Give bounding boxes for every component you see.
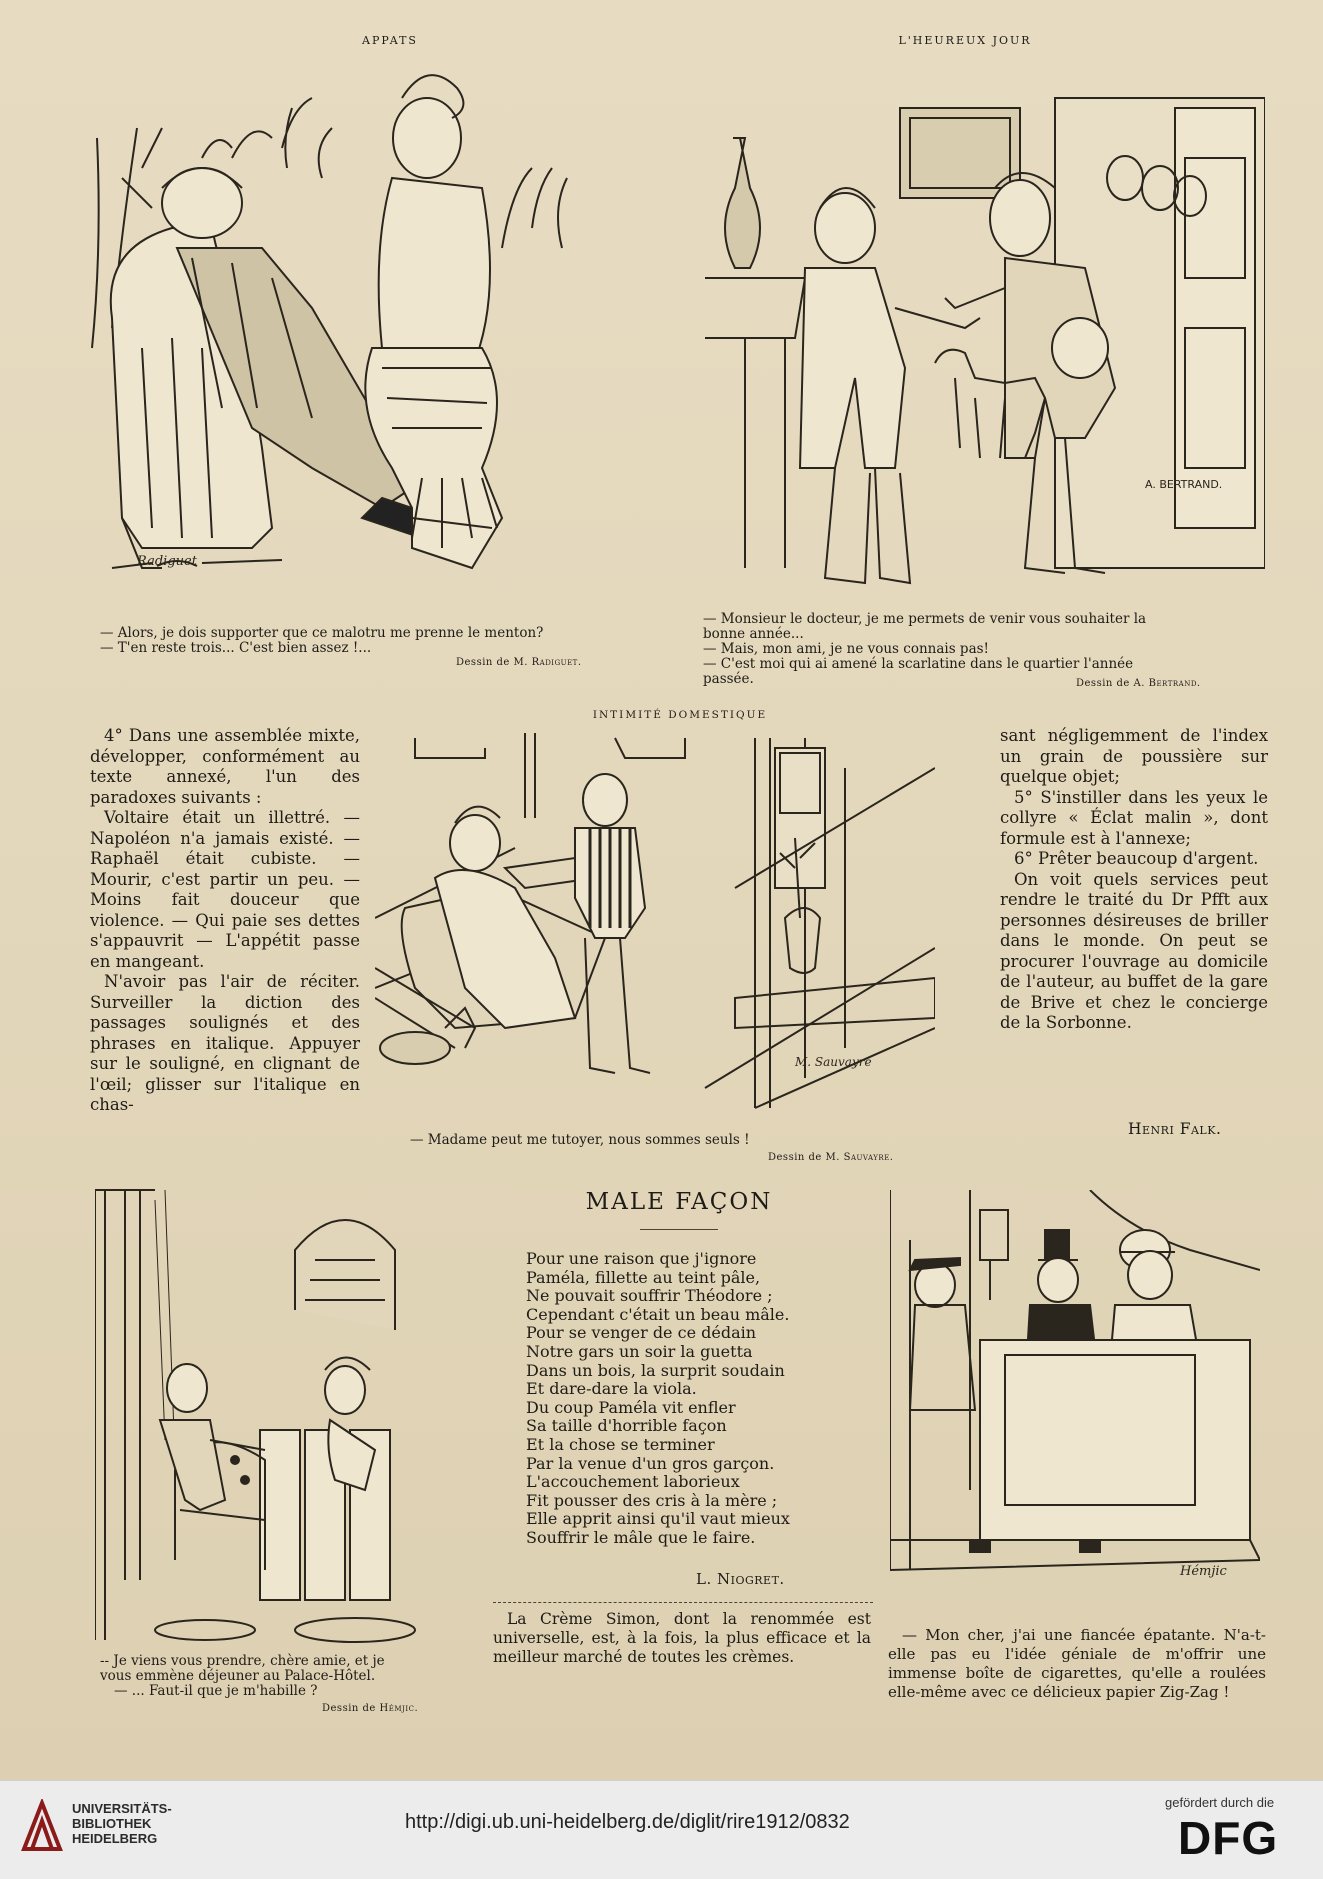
caption-car bbox=[888, 1626, 1266, 1702]
illustration-intimite bbox=[375, 728, 935, 1128]
illustration-appats bbox=[82, 48, 642, 618]
paragraph: — Mon cher, j'ai une fiancée épatante. N'a-t-elle pas eu l'idée géniale de m'offrir une immense boîte de cigarettes, qu'elle a roulées elle-même avec ce délicieux papier Zig-Zag ! bbox=[888, 1626, 1266, 1701]
caption-line: passée. bbox=[703, 671, 754, 687]
caption-line: — Alors, je dois supporter que ce malotru me prenne le menton? bbox=[100, 625, 544, 641]
poem-line: Et la chose se terminer bbox=[526, 1434, 715, 1454]
logo-line: BIBLIOTHEK bbox=[72, 1816, 152, 1831]
dfg-logo[interactable]: DFG bbox=[1178, 1812, 1279, 1864]
paragraph: 6° Prêter beaucoup d'argent. bbox=[1014, 849, 1259, 868]
poem-line: Fit pousser des cris à la mère ; bbox=[526, 1490, 778, 1510]
author-henri-falk: Henri Falk. bbox=[1128, 1120, 1222, 1138]
credit-prefix: Dessin de bbox=[322, 1703, 380, 1714]
caption-line: — ... Faut-il que je m'habille ? bbox=[114, 1683, 318, 1699]
poem-line: Et dare-dare la viola. bbox=[526, 1379, 697, 1399]
paragraph: N'avoir pas l'air de réciter. Surveiller la diction des passages soulignés et des phrases en italique. Appuyer sur le souligné, en clignant de l'œil; glisser sur l'italique en chas- bbox=[90, 972, 360, 1114]
illustration-heureux-jour bbox=[705, 78, 1265, 598]
caption-palace-hotel bbox=[100, 1654, 480, 1699]
caption-line: vous emmène déjeuner au Palace-Hôtel. bbox=[100, 1668, 376, 1684]
poem-line: Dans un bois, la surprit soudain bbox=[526, 1360, 785, 1380]
poem-line: Par la venue d'un gros garçon. bbox=[526, 1453, 775, 1473]
poem-line: Paméla, fillette au teint pâle, bbox=[526, 1267, 761, 1287]
credit-name: M. Radiguet. bbox=[513, 657, 582, 668]
caption-line: — Mais, mon ami, je ne vous connais pas! bbox=[703, 641, 989, 657]
caption-intimite: — Madame peut me tutoyer, nous sommes seuls ! bbox=[410, 1132, 750, 1148]
poem-line: Du coup Paméla vit enfler bbox=[526, 1397, 736, 1417]
left-column-text bbox=[90, 726, 360, 1116]
poem-line: Pour se venger de ce dédain bbox=[526, 1323, 757, 1343]
paragraph: Voltaire était un illettré. — Napoléon n'a jamais existé. — Raphaël était cubiste. — Mourir, c'est partir un peu. — Moins fait douceur que violence. — Qui paie ses dettes s'appauvrit — L'appétit passe en mangeant. bbox=[90, 808, 360, 971]
logo-line: UNIVERSITÄTS- bbox=[72, 1801, 172, 1816]
ad-creme-simon bbox=[493, 1610, 871, 1667]
caption-line: — T'en reste trois... C'est bien assez !... bbox=[100, 640, 372, 656]
poem-author: L. Niogret. bbox=[696, 1570, 785, 1588]
funded-by-text: gefördert durch die bbox=[1165, 1795, 1275, 1810]
credit-prefix: Dessin de bbox=[768, 1152, 826, 1163]
caption-line: — C'est moi qui ai amené la scarlatine dans le quartier l'année bbox=[703, 656, 1134, 672]
paragraph: 5° S'instiller dans les yeux le collyre « Éclat malin », dont formule est à l'annexe; bbox=[1000, 787, 1268, 848]
poem-line: Notre gars un soir la guetta bbox=[526, 1341, 753, 1361]
credit-sauvayre bbox=[768, 1152, 893, 1163]
university-logo-icon bbox=[20, 1799, 64, 1855]
credit-prefix: Dessin de bbox=[456, 657, 514, 668]
signature-hemjic: Hémjic bbox=[1180, 1564, 1227, 1579]
illustration-title-appats: APPATS bbox=[362, 34, 418, 47]
paragraph: On voit quels services peut rendre le traité du Dr Pfft aux personnes désireuses de briller dans le monde. On peut se procurer l'ouvrage au domicile de l'auteur, au buffet de la gare de Brive et chez le concierge de la Sorbonne. bbox=[1000, 869, 1268, 1032]
poem-line: Cependant c'était un beau mâle. bbox=[526, 1304, 790, 1324]
caption-line: — Monsieur le docteur, je me permets de venir vous souhaiter la bbox=[703, 611, 1147, 627]
credit-bertrand bbox=[1076, 678, 1201, 689]
illustration-palace-hotel bbox=[95, 1180, 485, 1650]
signature-sauvayre: M. Sauvayre bbox=[795, 1055, 872, 1069]
paragraph: La Crème Simon, dont la renommée est universelle, est, à la fois, la plus efficace et la meilleur marché de toutes les crèmes. bbox=[493, 1610, 871, 1666]
poem-line: L'accouchement laborieux bbox=[526, 1472, 740, 1492]
credit-prefix: Dessin de bbox=[1076, 678, 1134, 689]
credit-name: M. Sauvayre. bbox=[825, 1152, 894, 1163]
poem-body bbox=[526, 1250, 836, 1548]
university-logo-text[interactable] bbox=[72, 1801, 172, 1846]
right-column-text bbox=[1000, 726, 1268, 1034]
divider bbox=[493, 1602, 873, 1603]
source-url-link[interactable]: http://digi.ub.uni-heidelberg.de/diglit/rire1912/0832 bbox=[405, 1811, 850, 1833]
credit-name: A. Bertrand. bbox=[1133, 678, 1201, 689]
caption-line: -- Je viens vous prendre, chère amie, et je bbox=[100, 1653, 385, 1669]
logo-line: HEIDELBERG bbox=[72, 1831, 158, 1846]
poem-line: Ne pouvait souffrir Théodore ; bbox=[526, 1286, 773, 1306]
title-flourish bbox=[640, 1229, 718, 1234]
caption-appats bbox=[100, 626, 660, 656]
caption-line: bonne année... bbox=[703, 626, 804, 642]
illustration-title-heureux-jour: L'HEUREUX JOUR bbox=[898, 34, 1032, 47]
credit-name: Hémjic. bbox=[379, 1703, 419, 1714]
paragraph: 4° Dans une assemblée mixte, développer, conformément au texte annexé, l'un des paradoxes suivants : bbox=[90, 726, 360, 807]
poem-title: MALE FAÇON bbox=[585, 1189, 773, 1215]
poem-line: Elle apprit ainsi qu'il vaut mieux bbox=[526, 1509, 790, 1529]
credit-radiguet bbox=[456, 657, 582, 668]
credit-hemjic bbox=[322, 1703, 418, 1714]
caption-heureux-jour bbox=[703, 612, 1263, 687]
illustration-car bbox=[890, 1190, 1260, 1590]
signature-radiguet: Radiguet bbox=[137, 554, 197, 569]
poem-line: Pour une raison que j'ignore bbox=[526, 1249, 757, 1268]
poem-line: Sa taille d'horrible façon bbox=[526, 1416, 727, 1436]
illustration-title-intimite: INTIMITÉ DOMESTIQUE bbox=[592, 709, 768, 721]
poem-line: Souffrir le mâle que le faire. bbox=[526, 1527, 756, 1547]
signature-bertrand: A. BERTRAND. bbox=[1145, 478, 1223, 491]
paragraph: sant négligemment de l'index un grain de poussière sur quelque objet; bbox=[1000, 726, 1268, 786]
digitization-footer bbox=[0, 1780, 1323, 1879]
